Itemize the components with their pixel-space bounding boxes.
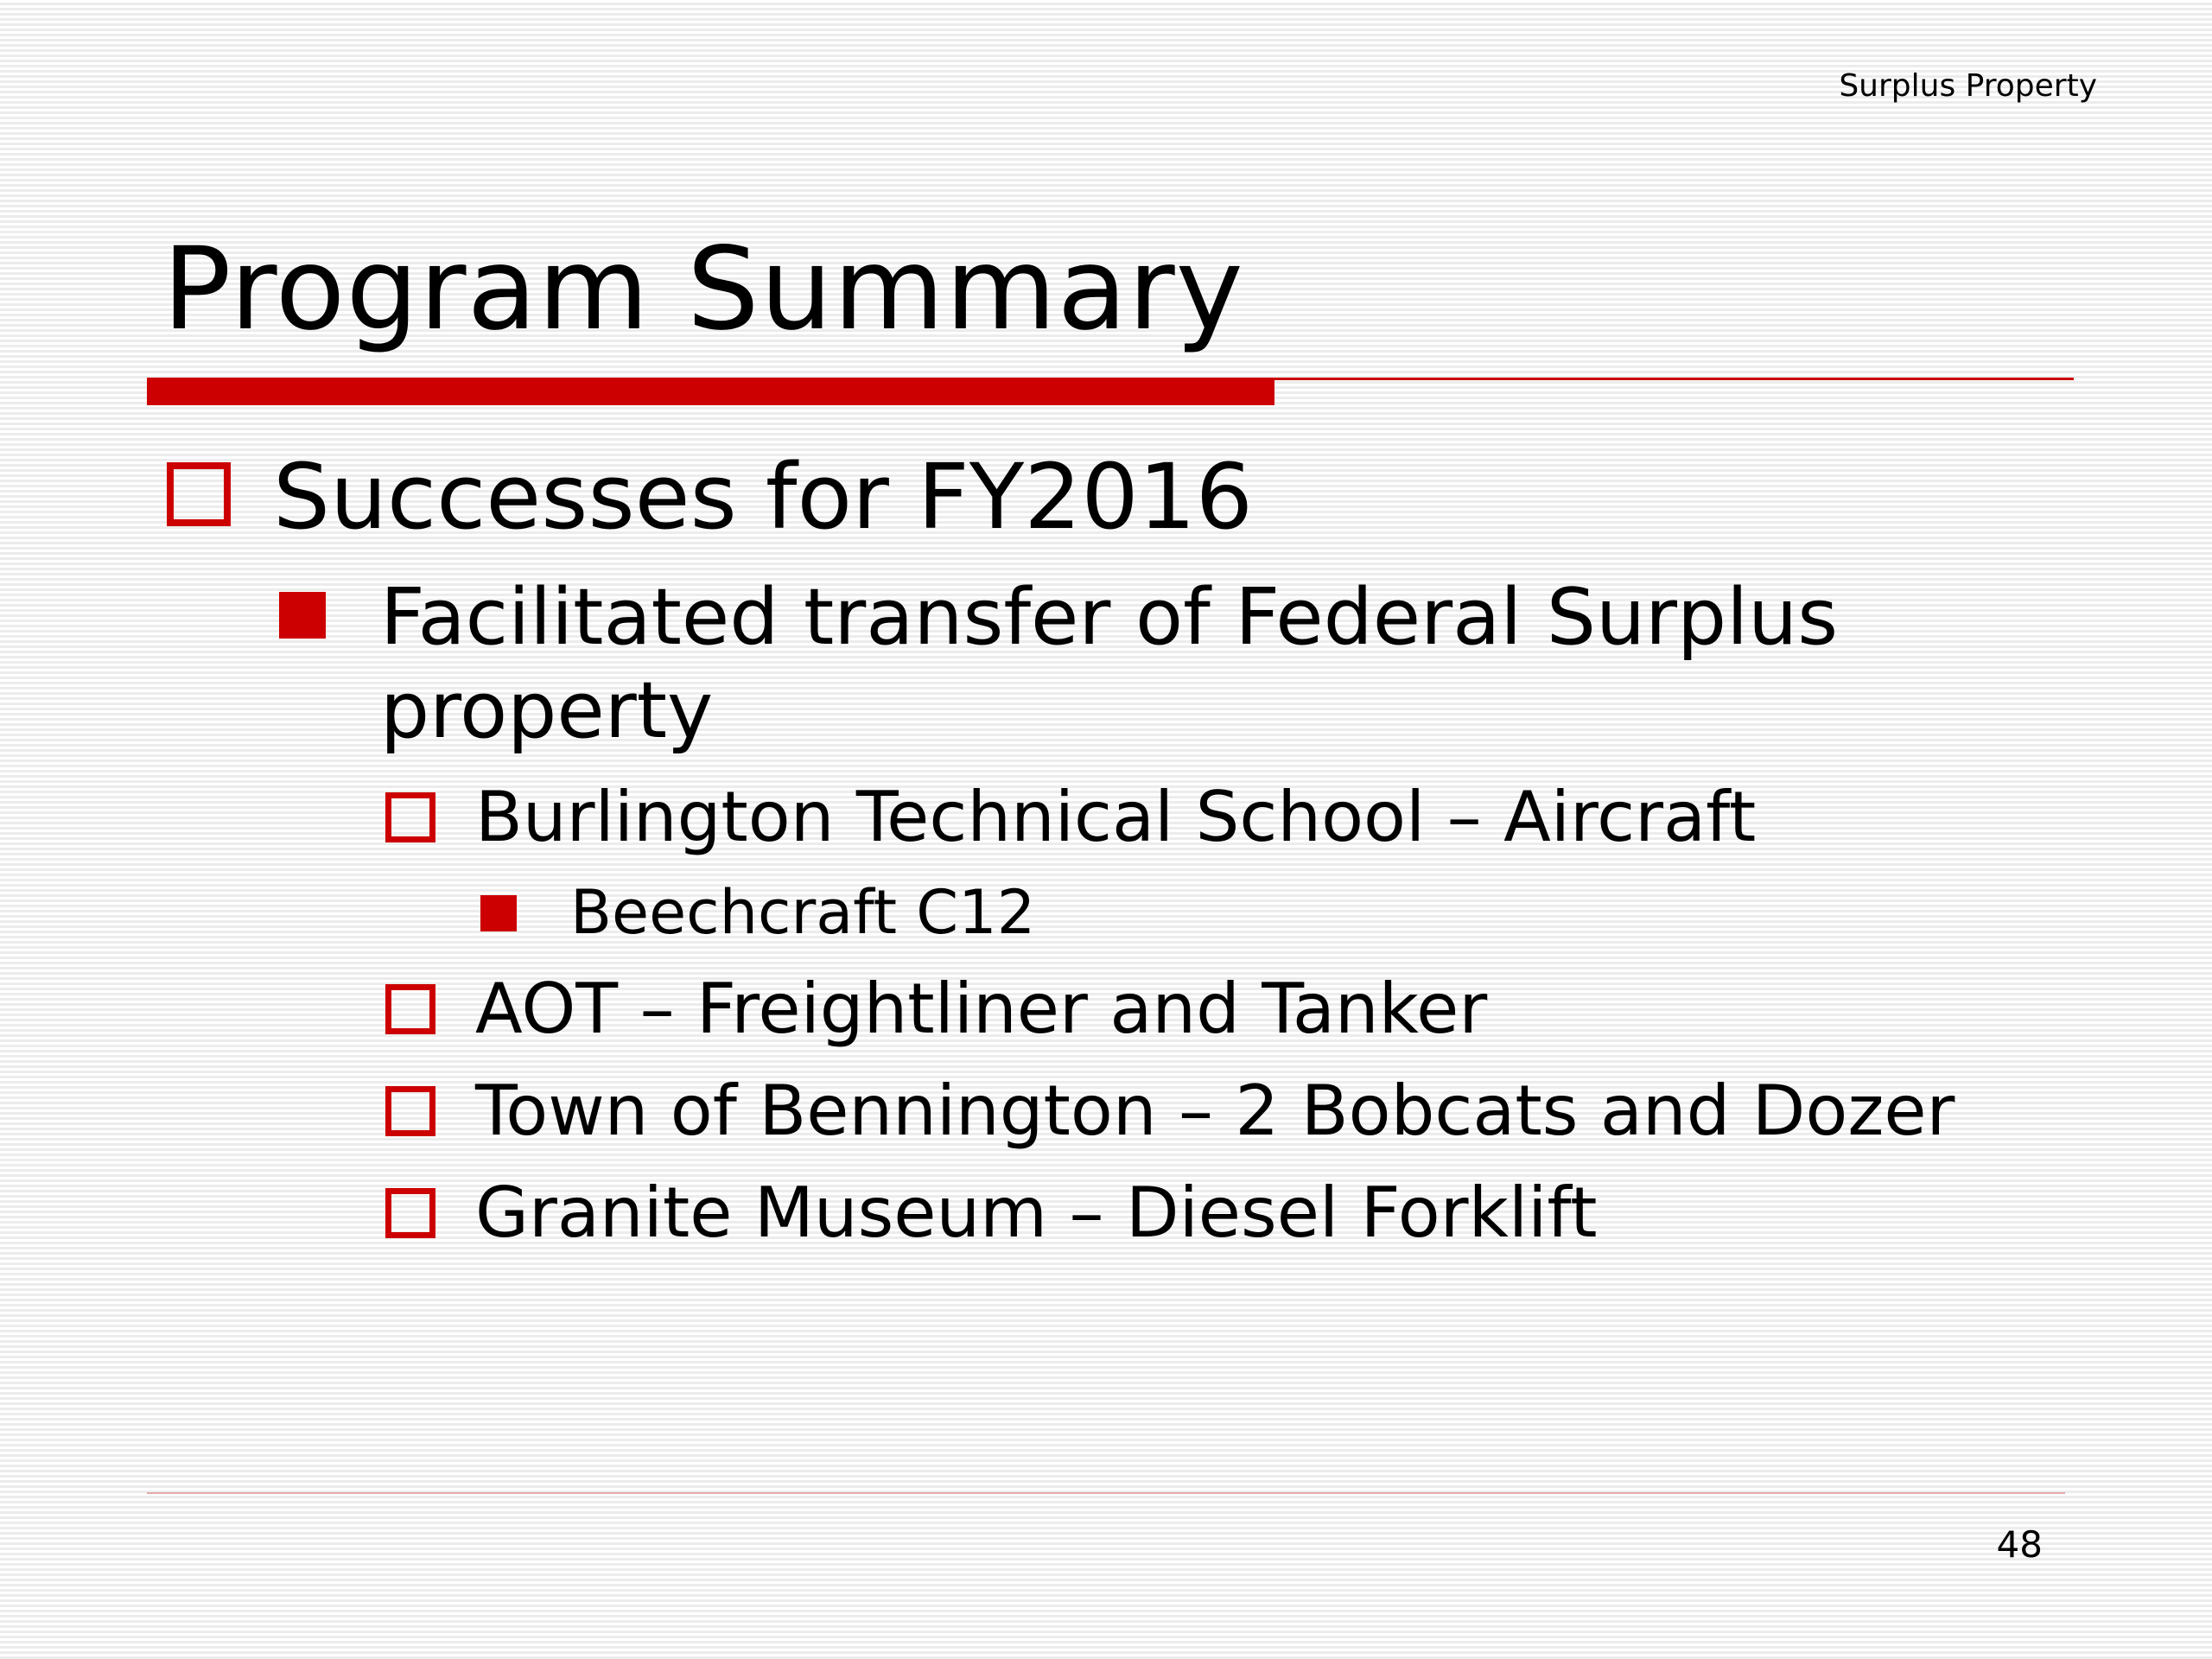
title-underline-thick xyxy=(147,378,1274,405)
bullet-text: Burlington Technical School – Aircraft xyxy=(475,777,1757,857)
filled-square-icon xyxy=(480,895,517,931)
hollow-square-icon xyxy=(385,1188,435,1238)
bullet-text-continued: property xyxy=(380,665,714,756)
bullet-text: AOT – Freightliner and Tanker xyxy=(475,969,1488,1049)
bullet-text: Beechcraft C12 xyxy=(570,877,1036,948)
slide-title: Program Summary xyxy=(162,223,1244,356)
hollow-square-icon xyxy=(385,984,435,1034)
bullet-text: Successes for FY2016 xyxy=(273,444,1253,550)
hollow-square-icon xyxy=(385,792,435,842)
footer-rule xyxy=(147,1492,2065,1494)
bullet-text: Granite Museum – Diesel Forklift xyxy=(475,1173,1598,1253)
header-label: Surplus Property xyxy=(1839,68,2097,104)
hollow-square-icon xyxy=(167,462,231,526)
filled-square-icon xyxy=(279,592,326,639)
page-number: 48 xyxy=(1996,1523,2043,1566)
bullet-text: Facilitated transfer of Federal Surplus xyxy=(380,572,1839,663)
hollow-square-icon xyxy=(385,1086,435,1136)
bullet-text: Town of Bennington – 2 Bobcats and Dozer xyxy=(475,1071,1955,1151)
title-underline-thin xyxy=(1274,378,2074,380)
